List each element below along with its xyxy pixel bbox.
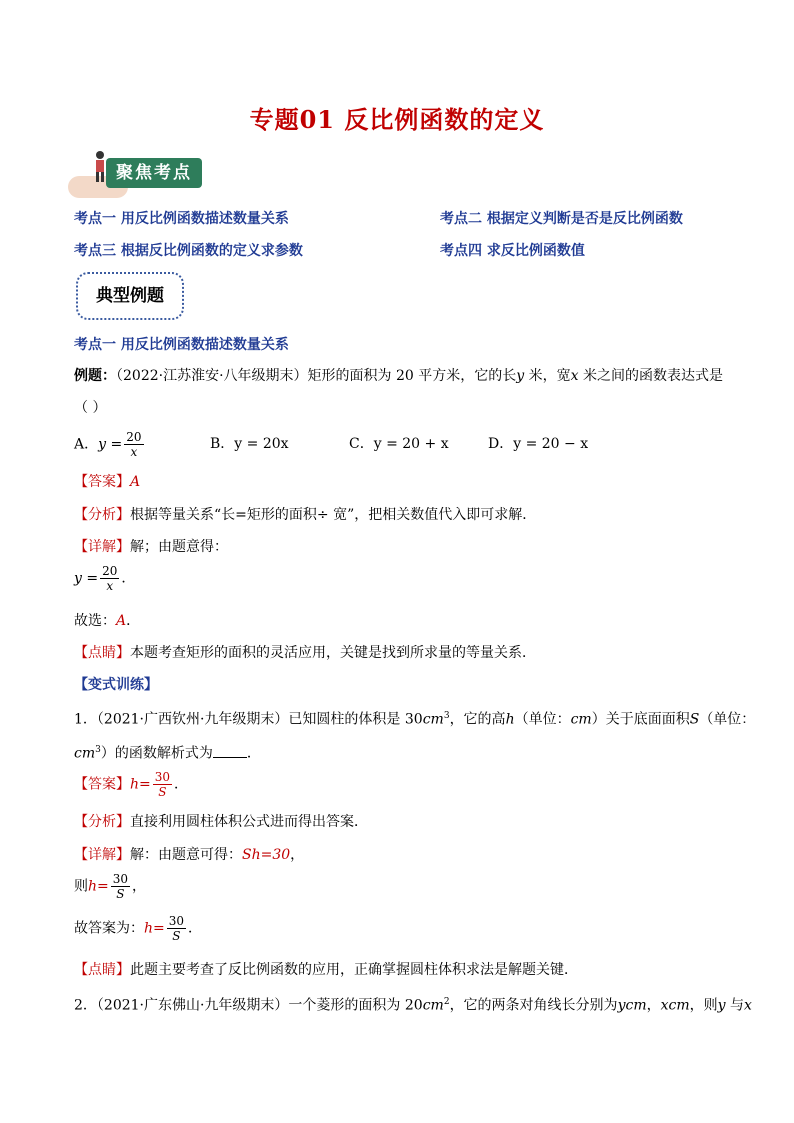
example-label: 例题： xyxy=(74,368,116,384)
examples-box: 典型例题 xyxy=(76,272,184,320)
badge-label: 聚焦考点 xyxy=(106,158,202,188)
toc-item-4[interactable]: 考点四 求反比例函数值 xyxy=(440,243,585,259)
page-title: 专题01 反比例函数的定义 xyxy=(249,105,545,134)
option-c[interactable]: C．y = 20 + x xyxy=(349,436,449,452)
fraction: $\frac{20}{x}$ xyxy=(126,430,142,459)
example-paren: （ ） xyxy=(74,400,107,416)
q2-line1: 2．（2021·广东佛山·九年级期末）一个菱形的面积为 $20cm^2$，它的两条对角线长分别为ycm，xcm，则y 与x xyxy=(74,997,752,1014)
q1-final: 故答案为：h= $\frac{30}{S}$ ． xyxy=(74,914,203,943)
option-d[interactable]: D．y = 20 − x xyxy=(488,436,589,452)
toc-item-2[interactable]: 考点二 根据定义判断是否是反比例函数 xyxy=(440,211,683,227)
q1-comment: 【点睛】此题主要考查了反比例函数的应用，正确掌握圆柱体积求法是解题关键． xyxy=(74,962,578,978)
example-detail: 【详解】解；由题意得： xyxy=(74,539,228,555)
section-heading: 考点一 用反比例函数描述数量关系 xyxy=(74,337,289,353)
example-formula: y = $\frac{20}{x}$ ． xyxy=(74,564,136,593)
example-answer: 【答案】A xyxy=(74,474,141,490)
example-comment: 【点睛】本题考查矩形的面积的灵活应用，关键是找到所求量的等量关系． xyxy=(74,645,536,661)
q1-detail: 【详解】解：由题意可得：Sh=30， xyxy=(74,847,305,863)
example-question: 例题：（2022·江苏淮安·八年级期末）矩形的面积为 20 平方米，它的长y 米，宽x 米之间的函数表达式是 xyxy=(74,368,723,384)
focus-badge xyxy=(68,150,204,200)
q1-answer: 【答案】h= $\frac{30}{S}$ ． xyxy=(74,770,189,799)
option-a[interactable]: A．y = $\frac{20}{x}$ xyxy=(74,430,142,459)
fraction: $\frac{30}{S}$ xyxy=(168,914,185,943)
toc-item-3[interactable]: 考点三 根据反比例函数的定义求参数 xyxy=(74,243,303,259)
option-b[interactable]: B．y = 20x xyxy=(210,436,289,452)
answer-blank[interactable] xyxy=(213,743,247,758)
q1-line2: $cm^3$）的函数解析式为 ． xyxy=(74,740,261,764)
example-choose: 故选：A． xyxy=(74,613,141,629)
fraction: $\frac{30}{S}$ xyxy=(154,770,171,799)
fraction: $\frac{20}{x}$ xyxy=(102,564,118,593)
toc-item-1[interactable]: 考点一 用反比例函数描述数量关系 xyxy=(74,211,289,227)
q1-line1: 1．（2021·广西钦州·九年级期末）已知圆柱的体积是 $30cm^3$，它的高h（单位：cm）关于底面面积S（单位： xyxy=(74,711,756,728)
fraction: $\frac{30}{S}$ xyxy=(112,872,129,901)
example-analysis: 【分析】根据等量关系“长=矩形的面积÷ 宽”，把相关数值代入即可求解． xyxy=(74,507,537,523)
q1-analysis: 【分析】直接利用圆柱体积公式进而得出答案． xyxy=(74,814,368,830)
q1-then: 则h= $\frac{30}{S}$ ， xyxy=(74,872,147,901)
training-heading: 【变式训练】 xyxy=(74,677,158,693)
